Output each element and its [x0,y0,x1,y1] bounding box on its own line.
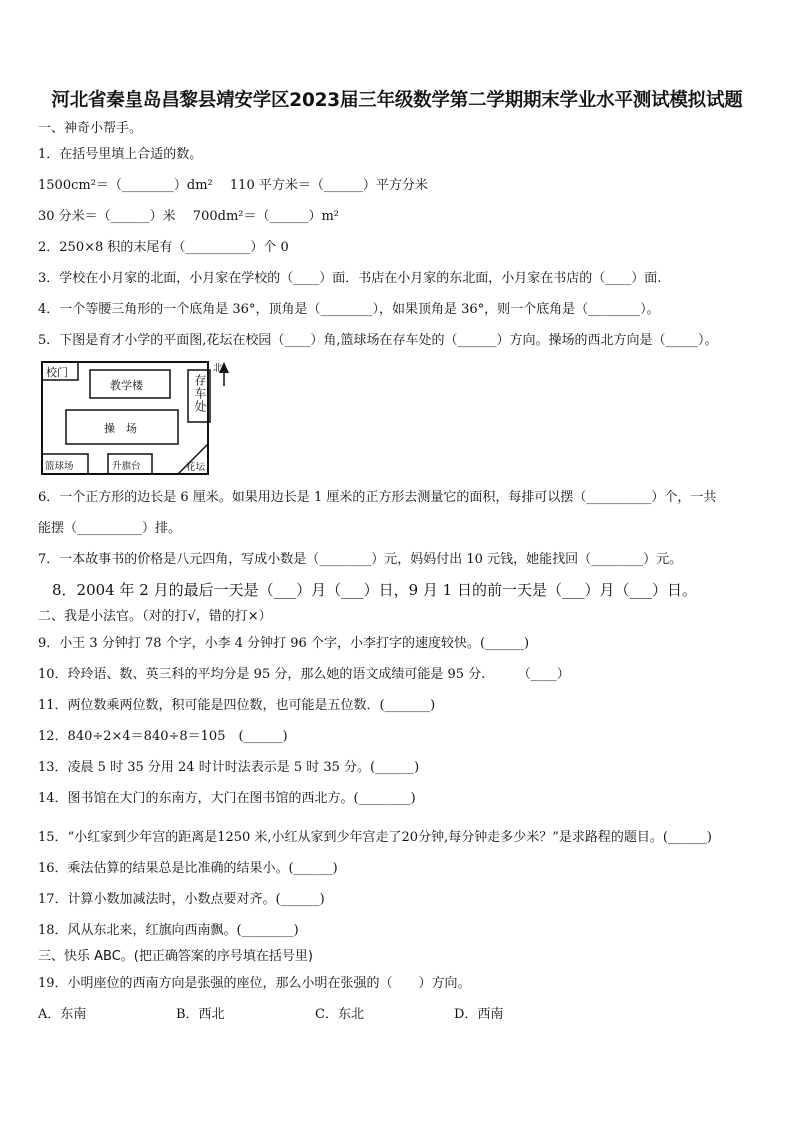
question-1-part-b: 30 分米＝（______）米 700dm²＝（______）m² [38,209,340,224]
question-1-part-a: 1500cm²＝（________）dm² 110 平方米＝（______）平方分米 [38,178,428,193]
question-4: 4．一个等腰三角形的一个底角是 36°，顶角是（________），如果顶角是 36°，则一个底角是（________）。 [38,302,660,317]
map-teaching-building-label: 教学楼 [110,379,143,392]
map-basketball-label: 篮球场 [45,461,74,472]
question-18: 18．风从东北来，红旗向西南飘。(________) [38,923,299,938]
map-parking-label: 存车处 [193,374,207,413]
question-6: 6．一个正方形的边长是 6 厘米。如果用边长是 1 厘米的正方形去测量它的面积，每排可以摆（__________）个，一共 [38,490,717,505]
question-17: 17．计算小数加减法时，小数点要对齐。(______) [38,892,325,907]
section-2-heading: 二、我是小法官。（对的打√，错的打×） [38,609,272,624]
option-b: B．西北 [176,1007,225,1022]
question-16: 16．乘法估算的结果总是比准确的结果小。(______) [38,861,338,876]
question-2: 2．250×8 积的末尾有（__________）个 0 [38,240,289,255]
map-flower-bed-label: 花坛 [186,462,206,473]
map-gate-label: 校门 [46,366,68,379]
question-6-continued: 能摆（__________）排。 [38,521,182,536]
question-13: 13．凌晨 5 时 35 分用 24 时计时法表示是 5 时 35 分。(______) [38,760,420,775]
question-10: 10．玲玲语、数、英三科的平均分是 95 分，那么她的语文成绩可能是 95 分. （____） [38,667,570,682]
question-5: 5．下图是育才小学的平面图,花坛在校园（____）角,篮球场在存车处的（______）方向。操场的西北方向是（_____）。 [38,333,718,348]
map-playground-label: 操 场 [104,422,137,435]
school-map-diagram [38,360,240,478]
question-3: 3．学校在小月家的北面，小月家在学校的（____）面．书店在小月家的东北面，小月家在书店的（____）面. [38,271,662,286]
section-1-heading: 一、神奇小帮手。 [38,121,143,136]
option-a: A．东南 [38,1007,87,1022]
question-15: 15．“小红家到少年宫的距离是1250 米,小红从家到少年宫走了20分钟,每分钟走多少米？”是求路程的题目。(______) [38,830,713,845]
question-19: 19．小明座位的西南方向是张强的座位，那么小明在张强的（ ）方向。 [38,976,471,991]
question-11: 11．两位数乘两位数，积可能是四位数，也可能是五位数．(_______) [38,698,436,713]
question-14: 14．图书馆在大门的东南方，大门在图书馆的西北方。(________) [38,791,416,806]
question-12: 12．840÷2×4＝840÷8＝105 (______) [38,729,288,744]
question-9: 9．小王 3 分钟打 78 个字，小李 4 分钟打 96 个字，小李打字的速度较快。(______) [38,636,530,651]
map-north-label: 北 [213,363,223,374]
option-d: D．西南 [454,1007,504,1022]
question-1: 1．在括号里填上合适的数。 [38,147,203,162]
question-7: 7．一本故事书的价格是八元四角，写成小数是（________）元，妈妈付出 10 元钱，她能找回（________）元。 [38,552,683,567]
option-c: C．东北 [315,1007,364,1022]
page-title: 河北省秦皇岛昌黎县靖安学区2023届三年级数学第二学期期末学业水平测试模拟试题 [51,90,743,111]
question-8: 8．2004 年 2 月的最后一天是（___）月（___）日，9 月 1 日的前一天是（___）月（___）日。 [52,581,697,599]
section-3-heading: 三、快乐 ABC。(把正确答案的序号填在括号里) [38,949,313,964]
map-flag-platform-label: 升旗台 [112,461,141,472]
